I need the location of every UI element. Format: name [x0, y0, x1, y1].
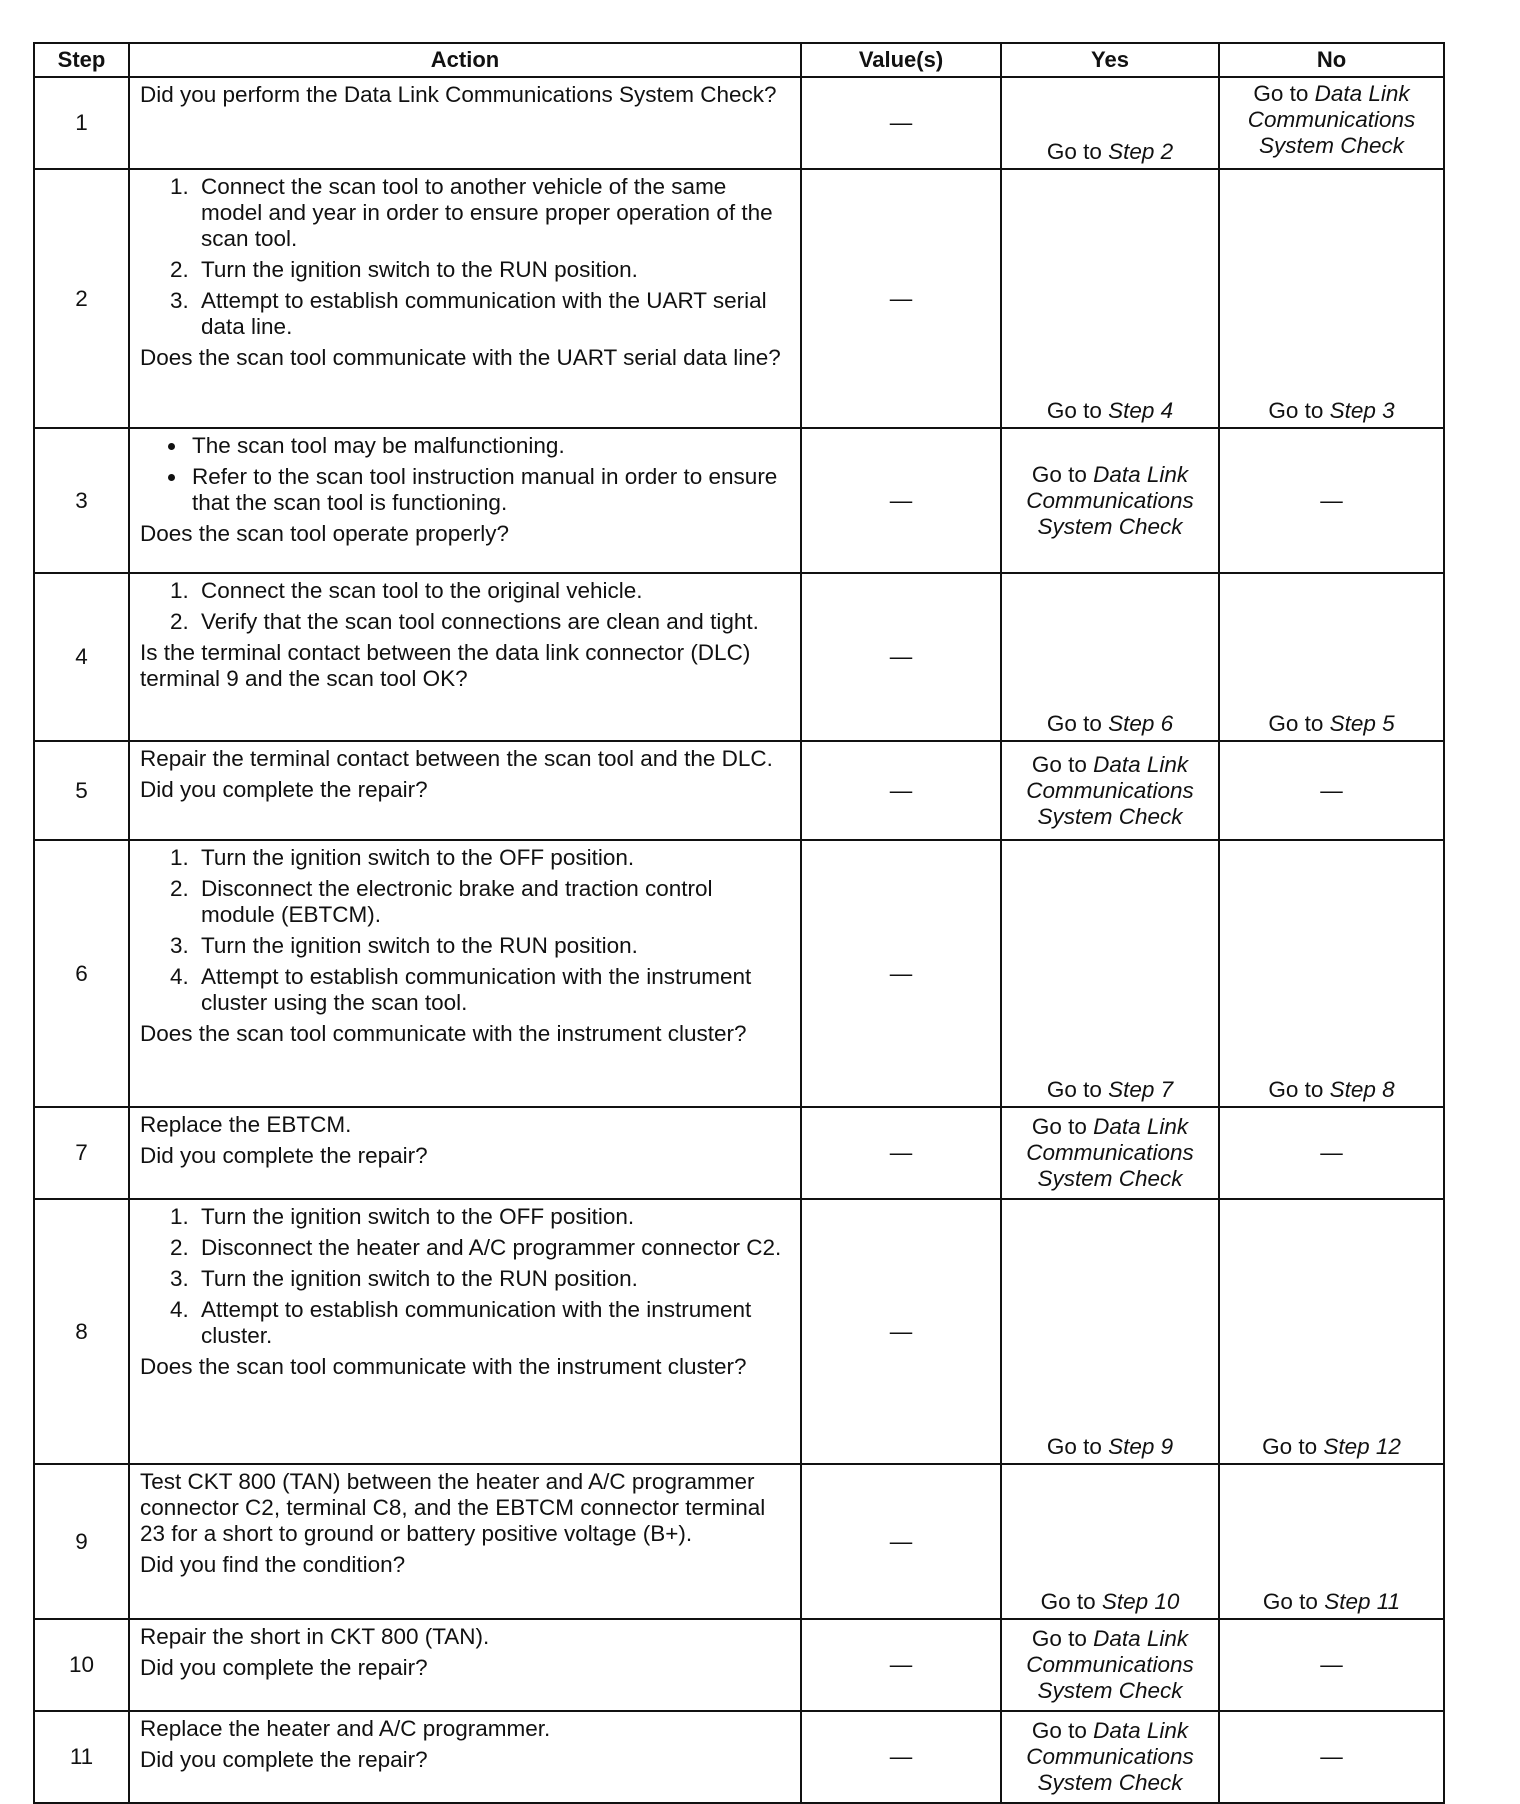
goto-target-link[interactable]: Data Link Communications System Check: [1026, 1718, 1194, 1795]
action-list-item: 2. Disconnect the electronic brake and traction control module (EBTCM).: [195, 876, 792, 928]
goto-target-link[interactable]: Step 12: [1323, 1434, 1401, 1459]
value-cell: —: [801, 840, 1001, 1107]
goto-target-link[interactable]: Step 2: [1108, 139, 1174, 164]
goto-prefix: Go to: [1262, 1434, 1324, 1459]
goto-prefix: Go to: [1040, 1589, 1102, 1614]
action-cell: [129, 1199, 801, 1464]
table-row: [34, 1711, 1444, 1803]
yes-cell: [1001, 1619, 1219, 1711]
action-text: Did you find the condition?: [140, 1552, 406, 1577]
action-question: Does the scan tool communicate with the UART serial data line?: [140, 345, 781, 370]
step-number: 4: [34, 573, 129, 741]
action-list-item: 1. Turn the ignition switch to the OFF position.: [195, 1204, 792, 1230]
action-numbered-list: [140, 845, 792, 1016]
table-row: [34, 1464, 1444, 1619]
step-number: 9: [34, 1464, 129, 1619]
action-cell: [129, 1619, 801, 1711]
header-row: [34, 43, 1444, 77]
action-list-item: • The scan tool may be malfunctioning.: [188, 433, 792, 459]
goto-prefix: Go to: [1268, 1077, 1330, 1102]
step-number: 5: [34, 741, 129, 840]
step-number: 11: [34, 1711, 129, 1803]
yes-cell: [1001, 573, 1219, 741]
step-number: 10: [34, 1619, 129, 1711]
goto-prefix: Go to: [1046, 1077, 1109, 1102]
action-cell: [129, 1464, 801, 1619]
table-row: [34, 573, 1444, 741]
action-list-item: 3. Attempt to establish communication with the UART serial data line.: [195, 288, 792, 340]
table-row: [34, 1107, 1444, 1199]
goto-prefix: Go to: [1262, 1589, 1325, 1614]
goto-prefix: Go to: [1046, 1434, 1109, 1459]
no-cell: [1219, 1199, 1444, 1464]
yes-cell: [1001, 77, 1219, 169]
goto-prefix: Go to: [1031, 751, 1094, 777]
action-list-item: 4. Attempt to establish communication with the instrument cluster using the scan tool.: [195, 964, 792, 1016]
step-number: 1: [34, 77, 129, 169]
action-text: Did you complete the repair?: [140, 1747, 428, 1772]
goto-target-link[interactable]: Step 9: [1108, 1434, 1174, 1459]
yes-cell: [1001, 741, 1219, 840]
no-cell: —: [1219, 1107, 1444, 1199]
action-numbered-list: [140, 174, 792, 340]
value-cell: —: [801, 169, 1001, 428]
value-cell: —: [801, 1199, 1001, 1464]
step-number: 2: [34, 169, 129, 428]
header-value: Value(s): [801, 43, 1001, 77]
action-list-item: 2. Verify that the scan tool connections are clean and tight.: [195, 609, 792, 635]
action-text: Did you complete the repair?: [140, 777, 428, 802]
action-list-item: • Refer to the scan tool instruction manual in order to ensure that the scan tool is functioning.: [188, 464, 792, 516]
yes-cell: [1001, 169, 1219, 428]
no-cell: —: [1219, 1711, 1444, 1803]
action-list-item: 2. Disconnect the heater and A/C programmer connector C2.: [195, 1235, 792, 1261]
value-cell: —: [801, 1107, 1001, 1199]
goto-target-link[interactable]: Step 7: [1108, 1077, 1174, 1102]
action-question: Does the scan tool operate properly?: [140, 521, 509, 546]
goto-prefix: Go to: [1031, 461, 1094, 487]
goto-target-link[interactable]: Data Link Communications System Check: [1026, 1114, 1194, 1191]
yes-cell: [1001, 840, 1219, 1107]
no-cell: [1219, 1464, 1444, 1619]
no-cell: [1219, 840, 1444, 1107]
action-list-item: 2. Turn the ignition switch to the RUN position.: [195, 257, 792, 283]
goto-target-link[interactable]: Data Link Communications System Check: [1026, 461, 1194, 539]
action-text: Test CKT 800 (TAN) between the heater and A/C programmer connector C2, terminal C8, and the EBTCM connector terminal 23 for a short to ground or battery positive voltage (B+).: [140, 1469, 766, 1546]
goto-prefix: Go to: [1253, 81, 1315, 106]
step-number: 7: [34, 1107, 129, 1199]
table-row: [34, 169, 1444, 428]
value-cell: —: [801, 1464, 1001, 1619]
goto-target-link[interactable]: Step 10: [1101, 1589, 1180, 1614]
goto-target-link[interactable]: Step 5: [1329, 711, 1395, 736]
header-yes: Yes: [1001, 43, 1219, 77]
yes-cell: [1001, 1711, 1219, 1803]
action-question: Is the terminal contact between the data link connector (DLC) terminal 9 and the scan tool OK?: [140, 640, 751, 691]
action-numbered-list: [140, 1204, 792, 1349]
action-text: Replace the EBTCM.: [140, 1112, 352, 1137]
header-step: Step: [34, 43, 129, 77]
goto-target-link[interactable]: Step 3: [1329, 398, 1395, 423]
value-cell: —: [801, 1711, 1001, 1803]
no-cell: —: [1219, 1619, 1444, 1711]
value-cell: —: [801, 77, 1001, 169]
goto-target-link[interactable]: Data Link Communications System Check: [1026, 751, 1194, 829]
action-text: Did you perform the Data Link Communications System Check?: [140, 82, 777, 107]
goto-prefix: Go to: [1046, 398, 1109, 423]
value-cell: —: [801, 573, 1001, 741]
table-body: [34, 77, 1444, 1803]
goto-target-link[interactable]: Step 6: [1108, 711, 1174, 736]
action-question: Does the scan tool communicate with the instrument cluster?: [140, 1354, 747, 1379]
header-action: Action: [129, 43, 801, 77]
goto-prefix: Go to: [1031, 1626, 1094, 1651]
goto-prefix: Go to: [1046, 711, 1109, 736]
goto-prefix: Go to: [1046, 139, 1109, 164]
step-number: 8: [34, 1199, 129, 1464]
action-cell: [129, 573, 801, 741]
yes-cell: [1001, 1199, 1219, 1464]
table-row: [34, 1199, 1444, 1464]
action-text: Did you complete the repair?: [140, 1655, 428, 1680]
diagnostic-table: [33, 42, 1445, 1804]
action-list-item: 4. Attempt to establish communication with the instrument cluster.: [195, 1297, 792, 1349]
action-cell: [129, 741, 801, 840]
action-list-item: 1. Connect the scan tool to the original vehicle.: [195, 578, 792, 604]
action-cell: [129, 77, 801, 169]
action-text: Did you complete the repair?: [140, 1143, 428, 1168]
no-cell: [1219, 77, 1444, 169]
action-text: Repair the terminal contact between the scan tool and the DLC.: [140, 746, 773, 771]
step-number: 6: [34, 840, 129, 1107]
action-cell: [129, 1107, 801, 1199]
goto-target-link[interactable]: Step 4: [1108, 398, 1174, 423]
step-number: 3: [34, 428, 129, 573]
goto-target-link[interactable]: Step 8: [1329, 1077, 1395, 1102]
goto-prefix: Go to: [1268, 398, 1330, 423]
table-row: [34, 840, 1444, 1107]
header-no: No: [1219, 43, 1444, 77]
yes-cell: [1001, 1464, 1219, 1619]
action-text: Replace the heater and A/C programmer.: [140, 1716, 551, 1741]
goto-target-link[interactable]: Step 11: [1324, 1589, 1401, 1614]
no-cell: [1219, 573, 1444, 741]
action-text: Repair the short in CKT 800 (TAN).: [140, 1624, 490, 1649]
no-cell: [1219, 169, 1444, 428]
table-row: [34, 1619, 1444, 1711]
action-list-item: 3. Turn the ignition switch to the RUN position.: [195, 933, 792, 959]
action-list-item: 1. Turn the ignition switch to the OFF position.: [195, 845, 792, 871]
goto-target-link[interactable]: Data Link Communications System Check: [1026, 1626, 1194, 1703]
yes-cell: [1001, 1107, 1219, 1199]
yes-cell: [1001, 428, 1219, 573]
table-row: [34, 428, 1444, 573]
goto-prefix: Go to: [1031, 1114, 1094, 1139]
action-cell: [129, 1711, 801, 1803]
table-row: [34, 77, 1444, 169]
action-numbered-list: [140, 578, 792, 635]
value-cell: —: [801, 741, 1001, 840]
action-cell: [129, 840, 801, 1107]
goto-prefix: Go to: [1031, 1718, 1094, 1743]
value-cell: —: [801, 428, 1001, 573]
value-cell: —: [801, 1619, 1001, 1711]
table-row: [34, 741, 1444, 840]
no-cell: —: [1219, 741, 1444, 840]
goto-prefix: Go to: [1268, 711, 1330, 736]
action-cell: [129, 169, 801, 428]
action-cell: [129, 428, 801, 573]
action-bullet-list: [140, 433, 792, 516]
goto-target-link[interactable]: Data Link Communications System Check: [1247, 81, 1416, 158]
action-list-item: 1. Connect the scan tool to another vehicle of the same model and year in order to ensure proper operation of the scan tool.: [195, 174, 792, 252]
action-list-item: 3. Turn the ignition switch to the RUN position.: [195, 1266, 792, 1292]
no-cell: —: [1219, 428, 1444, 573]
action-question: Does the scan tool communicate with the instrument cluster?: [140, 1021, 747, 1046]
